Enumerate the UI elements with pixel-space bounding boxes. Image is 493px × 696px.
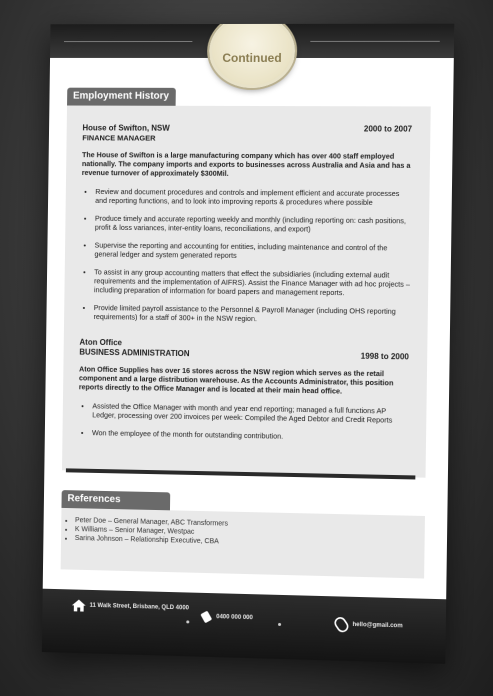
references-heading: References <box>61 490 170 510</box>
continued-label: Continued <box>222 50 282 65</box>
reference-item: • K Williams – Senior Manager, Westpac <box>75 525 425 542</box>
job-duties-list <box>80 187 412 325</box>
address-text: 11 Walk Street, Brisbane, QLD 4000 <box>89 602 190 612</box>
mouse-icon <box>334 616 348 632</box>
address-item <box>72 599 189 614</box>
job-duty: • Won the employee of the month for outstanding contribution. <box>92 428 408 443</box>
references-panel <box>61 508 425 579</box>
header-rule-left <box>64 41 192 42</box>
job-duties-list <box>78 401 408 443</box>
continued-badge <box>209 24 296 88</box>
job-duty: • To assist in any group accounting matters that effect the subsidiaries (including external audit requirements and the implementation of AIFRS). Assist the Finance Manager with ad hoc projects – including preparation of information for board papers and management reports. <box>94 267 410 298</box>
references-list <box>61 516 425 551</box>
email-text[interactable]: hello@gmail.com <box>352 621 403 630</box>
employment-history-heading: Employment History <box>67 88 176 106</box>
job-duty: • Supervise the reporting and accounting for entities, including maintenance and control of the general ledger and system generated reports <box>94 241 410 262</box>
resume-page <box>42 24 454 664</box>
job-company: House of Swifton, NSW <box>82 123 170 133</box>
job-dates: 2000 to 2007 <box>363 124 413 134</box>
job-description: The House of Swifton is a large manufacturing company which has over 400 staff employed nationally. The company imports and exports to businesses across Australia and Asia and has a revenue turnover of approximately $300Mil. <box>81 150 411 178</box>
reference-item: • Peter Doe – General Manager, ABC Transformers <box>75 516 425 533</box>
job-title: BUSINESS ADMINISTRATION <box>79 347 190 359</box>
job-title: FINANCE MANAGER <box>82 133 156 143</box>
job-entry <box>78 338 409 452</box>
phone-icon <box>200 611 212 623</box>
job-dates: 1998 to 2000 <box>360 351 409 362</box>
job-duty: • Review and document procedures and controls and implement efficient and accurate processes and reporting functions, and to look into improving reports & procedures where possible <box>95 187 411 207</box>
job-entry <box>80 123 413 334</box>
job-duty: • Provide limited payroll assistance to the Personnel & Payroll Manager (including OHS reporting requirements) for a staff of 300+ in the NSW region. <box>94 303 410 325</box>
job-description: Aton Office Supplies has over 16 stores across the NSW region which serves as the retail component and a large distribution warehouse. As the Accounts Administrator, this position reports directly to the Office Manager and is located at their main head office. <box>78 364 394 396</box>
contact-footer <box>42 589 446 664</box>
phone-text: 0400 000 000 <box>216 614 253 622</box>
email-item[interactable] <box>334 616 402 634</box>
job-duty: • Assisted the Office Manager with month and year end reporting; managed a full functions AP Ledger, processing over 200 invoices per week: Compiled the Aged Debtor and Credit Reports <box>92 401 408 425</box>
header-rule-right <box>310 41 439 42</box>
job-company: Aton Office <box>79 337 123 348</box>
phone-item <box>200 611 253 624</box>
separator-dot <box>186 620 189 623</box>
job-duty: • Produce timely and accurate reporting weekly and monthly (including reporting on: cash positions, profit & loss variances, inter-entity loans, reconciliations, and export) <box>95 214 411 235</box>
separator-dot <box>278 623 281 626</box>
reference-item: • Sarina Johnson – Relationship Executive, CBA <box>75 534 425 551</box>
home-icon <box>72 599 86 611</box>
